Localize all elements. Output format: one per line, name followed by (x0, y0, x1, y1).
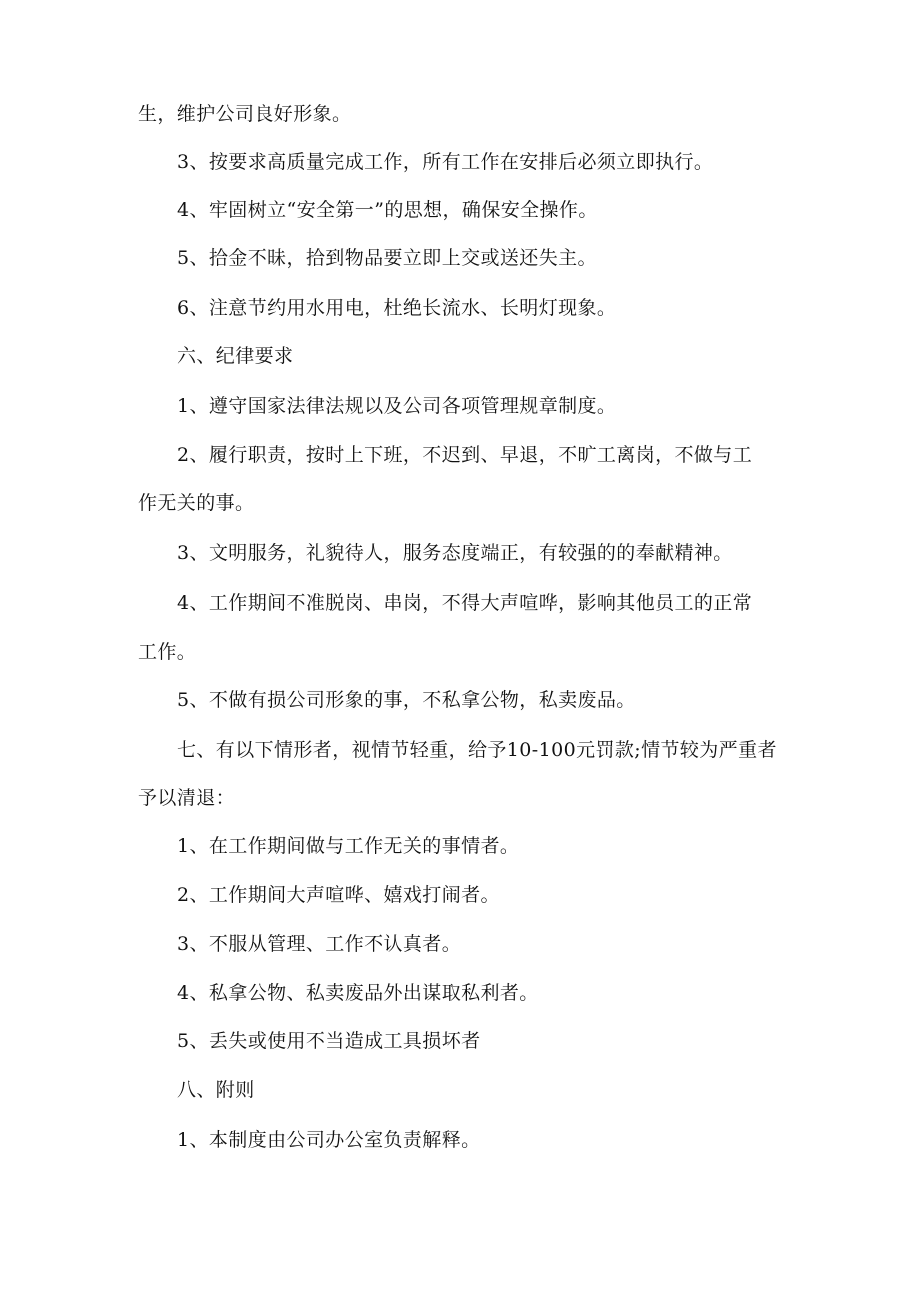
section-heading: 七、有以下情形者，视情节轻重，给予10-100元罚款;情节较为严重者 (177, 739, 777, 761)
list-item: 1、遵守国家法律法规以及公司各项管理规章制度。 (177, 395, 617, 417)
list-item: 3、文明服务，礼貌待人，服务态度端正，有较强的的奉献精神。 (177, 542, 733, 564)
list-item-continuation: 工作。 (138, 641, 197, 663)
list-item: 1、本制度由公司办公室负责解释。 (177, 1129, 481, 1151)
list-item: 3、按要求高质量完成工作，所有工作在安排后必须立即执行。 (177, 151, 714, 173)
list-item-continuation: 作无关的事。 (138, 492, 255, 514)
section-heading: 六、纪律要求 (177, 345, 294, 367)
list-item: 4、私拿公物、私卖废品外出谋取私利者。 (177, 982, 539, 1004)
paragraph-line: 生，维护公司良好形象。 (138, 103, 352, 125)
list-item: 6、注意节约用水用电，杜绝长流水、长明灯现象。 (177, 297, 617, 319)
list-item: 2、工作期间大声喧哗、嬉戏打闹者。 (177, 884, 500, 906)
list-item: 5、拾金不昧，拾到物品要立即上交或送还失主。 (177, 247, 597, 269)
list-item: 1、在工作期间做与工作无关的事情者。 (177, 835, 520, 857)
list-item: 2、履行职责，按时上下班，不迟到、早退，不旷工离岗，不做与工 (177, 444, 753, 466)
list-item: 4、牢固树立“安全第一”的思想，确保安全操作。 (177, 199, 598, 221)
list-item: 5、丢失或使用不当造成工具损坏者 (177, 1030, 481, 1052)
section-heading-continuation: 予以清退： (138, 787, 236, 809)
list-item: 3、不服从管理、工作不认真者。 (177, 933, 462, 955)
list-item: 5、不做有损公司形象的事，不私拿公物，私卖废品。 (177, 689, 636, 711)
list-item: 4、工作期间不准脱岗、串岗，不得大声喧哗，影响其他员工的正常 (177, 592, 753, 614)
section-heading: 八、附则 (177, 1079, 255, 1101)
